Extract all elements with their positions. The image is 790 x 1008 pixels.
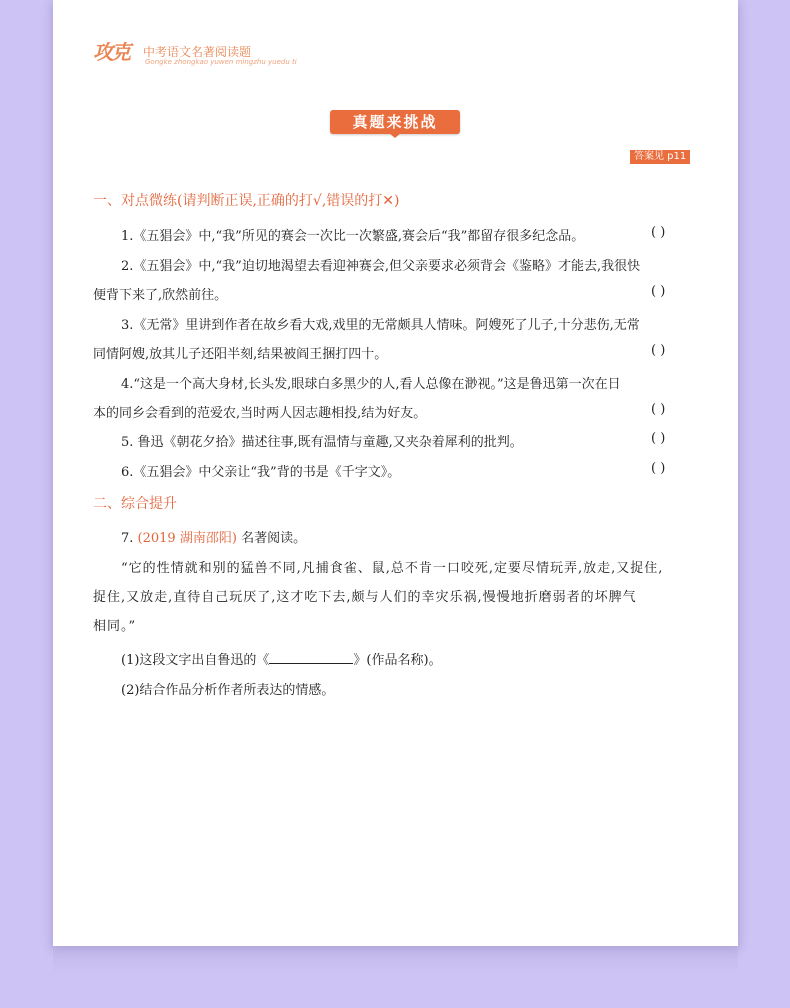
worksheet-page [53, 0, 738, 946]
answer-blank-1[interactable]: ( ) [651, 225, 666, 240]
quote-line-3: 相同。” [93, 619, 137, 634]
question-5: 5. 鲁迅《朝花夕拾》描述往事,既有温情与童趣,又夹杂着犀利的批判。 [121, 435, 523, 450]
brand-logo: 攻克 [93, 40, 129, 64]
sub-question-1-prefix: (1)这段文字出自鲁迅的《 [121, 653, 270, 668]
answer-reference-tag: 答案见 p11 [630, 150, 690, 164]
question-7 [121, 527, 306, 546]
answer-blank-3[interactable]: ( ) [651, 343, 666, 358]
brand-title: 中考语文名著阅读题 [143, 45, 252, 59]
sub-question-1-suffix: 》(作品名称)。 [353, 653, 442, 668]
question-3: 3.《无常》里讲到作者在故乡看大戏,戏里的无常颇具人情味。阿嫂死了儿子,十分悲伤,无常 [121, 318, 640, 333]
banner-pointer [389, 133, 401, 138]
quote-line-1: “它的性情就和别的猛兽不同,凡捕食雀、鼠,总不肯一口咬死,定要尽情玩弄,放走,又捉住, [121, 561, 664, 576]
question-3-cont: 同情阿嫂,放其儿子还阳半刻,结果被阎王捆打四十。 [93, 347, 388, 362]
question-7-text: 名著阅读。 [241, 531, 307, 546]
section1-title: 一、对点微练(请判断正误,正确的打√,错误的打✕) [93, 193, 400, 209]
question-1: 1.《五猖会》中,“我”所见的赛会一次比一次繁盛,赛会后“我”都留存很多纪念品。 [121, 229, 585, 244]
question-2-cont: 便背下来了,欣然前往。 [93, 288, 228, 303]
question-4-cont: 本的同乡会看到的范爱农,当时两人因志趣相投,结为好友。 [93, 406, 427, 421]
question-7-number: 7. [121, 531, 134, 546]
section2-title: 二、综合提升 [93, 496, 177, 512]
sub-question-2: (2)结合作品分析作者所表达的情感。 [121, 683, 335, 698]
answer-blank-6[interactable]: ( ) [651, 461, 666, 476]
question-4: 4.“这是一个高大身材,长头发,眼球白多黑少的人,看人总像在渺视。”这是鲁迅第一次在日 [121, 377, 621, 392]
question-7-source: (2019 湖南邵阳) [137, 531, 237, 546]
section-banner: 真题来挑战 [330, 110, 460, 134]
answer-blank-4[interactable]: ( ) [651, 402, 666, 417]
sub-question-1 [121, 649, 442, 668]
work-title-blank[interactable] [269, 651, 353, 664]
question-6: 6.《五猖会》中父亲让“我”背的书是《千字文》。 [121, 465, 401, 480]
page-shadow [53, 946, 738, 974]
answer-blank-2[interactable]: ( ) [651, 284, 666, 299]
question-2: 2.《五猖会》中,“我”迫切地渴望去看迎神赛会,但父亲要求必须背会《鉴略》才能去,我很快 [121, 259, 641, 274]
quote-line-2: 捉住,又放走,直待自己玩厌了,这才吃下去,颇与人们的幸灾乐祸,慢慢地折磨弱者的坏脾气 [93, 590, 637, 605]
brand-subtitle: Gongke zhongkao yuwen mingzhu yuedu ti [145, 58, 297, 66]
answer-blank-5[interactable]: ( ) [651, 431, 666, 446]
